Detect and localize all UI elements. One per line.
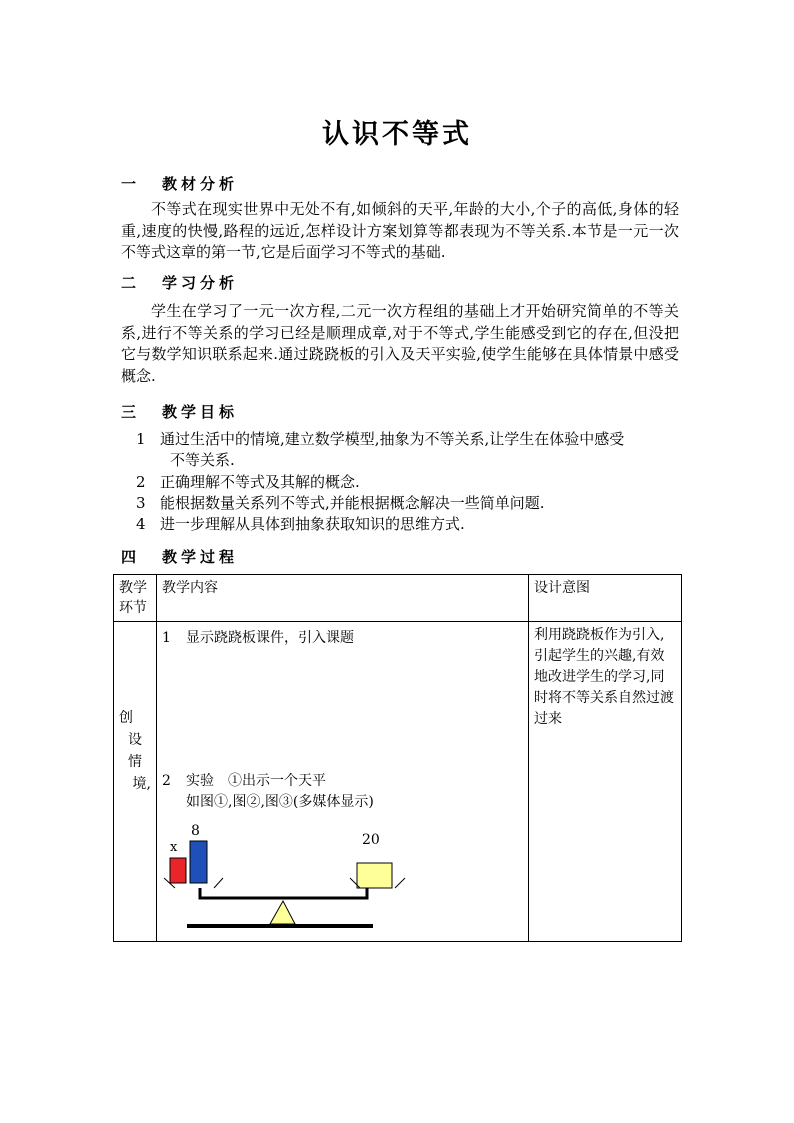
goal-text: 通过生活中的情境,建立数学模型,抽象为不等关系,让学生在体验中感受 (160, 430, 625, 448)
left-pan-edge (214, 878, 223, 888)
blue-block (190, 841, 207, 883)
goal-number: 2 (136, 473, 146, 491)
intent-text: 利用跷跷板作为引入,引起学生的兴趣,有效地改进学生的学习,同时将不等关系自然过渡过来 (534, 627, 674, 727)
goal-text: 能根据数量关系列不等式,并能根据概念解决一些简单问题. (160, 494, 545, 512)
section-number: 二 (121, 274, 141, 292)
pivot-triangle (270, 901, 295, 924)
goal-item (136, 429, 681, 471)
red-block (170, 858, 186, 883)
label-x: x (170, 840, 178, 855)
label-8: 8 (191, 823, 200, 839)
stage-char: 情 (128, 754, 142, 770)
intent-cell (529, 622, 682, 942)
section-title: 教学过程 (162, 548, 239, 566)
step-text: 实验 ①出示一个天平 (186, 773, 326, 789)
stage-cell (114, 622, 157, 942)
section-heading-goals (121, 401, 238, 422)
goal-text: 正确理解不等式及其解的概念. (160, 473, 360, 491)
base (187, 924, 373, 928)
teaching-process-table (113, 574, 682, 942)
beam (200, 888, 367, 898)
stage-char: 创 (119, 710, 133, 726)
learning-analysis-paragraph: 学生在学习了一元一次方程,二元一次方程组的基础上才开始研究简单的不等关系,进行不等关系的学习已经是顺理成章,对于不等式,学生能感受到它的存在,但没把它与数学知识联系起来.通过跷跷板的引入及天平实验,使学生能够在具体情景中感受概念. (121, 302, 679, 385)
table-header-row (114, 575, 682, 622)
section-number: 四 (121, 548, 141, 566)
step-2-subtext: 如图①,图②,图③(多媒体显示) (186, 794, 374, 810)
step-number: 2 (162, 773, 171, 789)
right-pan-edge (395, 878, 405, 888)
section-heading-learning (121, 272, 238, 293)
step-number: 1 (162, 630, 171, 646)
label-20: 20 (362, 832, 380, 848)
goal-text: 进一步理解从具体到抽象获取知识的思维方式. (160, 515, 465, 533)
section-number: 三 (121, 403, 141, 421)
section-heading-process (121, 546, 238, 567)
section-number: 一 (121, 175, 141, 193)
section-heading-material (121, 173, 238, 194)
goal-text-continued: 不等关系. (170, 451, 235, 469)
goal-item (136, 514, 681, 535)
content-cell (157, 622, 529, 942)
material-analysis-paragraph: 不等式在现实世界中无处不有,如倾斜的天平,年龄的大小,个子的高低,身体的轻重,速度的快慢,路程的远近,怎样设计方案划算等都表现为不等关系.本节是一元一次不等式这章的第一节,它是后面学习不等式的基础. (121, 200, 679, 261)
goal-item (136, 493, 681, 514)
yellow-block (357, 863, 392, 888)
section-title: 学习分析 (162, 274, 239, 292)
header-content: 教学内容 (157, 575, 529, 622)
header-stage: 教学环节 (114, 575, 157, 622)
goal-number: 4 (136, 515, 146, 533)
table-row (114, 622, 682, 942)
stage-char: 设 (128, 732, 142, 748)
stage-char: 境, (132, 776, 151, 792)
section-title: 教学目标 (162, 403, 239, 421)
goal-number: 1 (136, 430, 146, 448)
section-title: 教材分析 (162, 175, 239, 193)
goal-item (136, 472, 681, 493)
step-text: 显示跷跷板课件，引入课题 (186, 630, 354, 646)
balance-scale-figure (157, 622, 537, 942)
header-intent: 设计意图 (529, 575, 682, 622)
document-title: 认识不等式 (322, 119, 472, 150)
goal-number: 3 (136, 494, 146, 512)
